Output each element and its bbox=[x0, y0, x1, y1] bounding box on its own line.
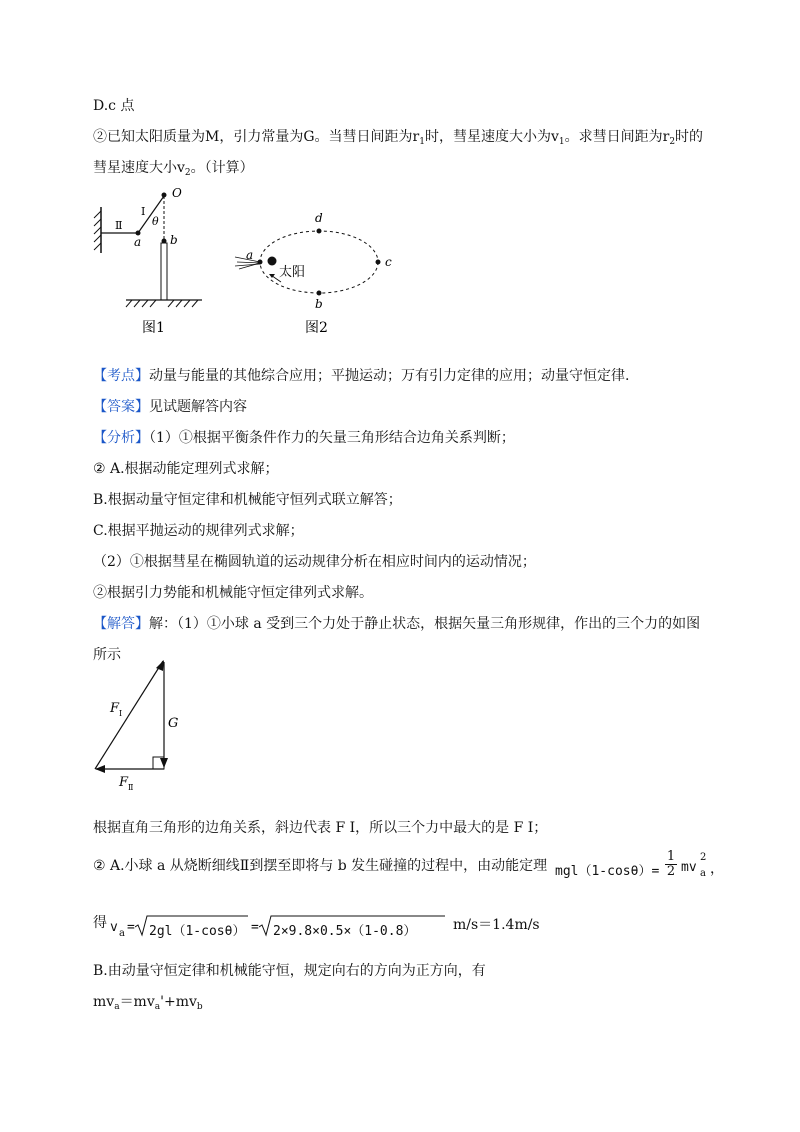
label-F-II: $F_Ⅱ$ bbox=[119, 775, 134, 792]
hypotenuse-line: 根据直角三角形的边角关系，斜边代表 F Ⅰ，所以三个力中最大的是 F Ⅰ； bbox=[93, 820, 548, 836]
label-string-II: Ⅱ bbox=[115, 219, 123, 232]
figure-2-caption: 图2 bbox=[305, 320, 328, 336]
analysis-c: C.根据平抛运动的规律列式求解； bbox=[93, 523, 304, 539]
label-c: c bbox=[385, 255, 392, 269]
answer-tag: 【答案】 bbox=[93, 399, 149, 415]
momentum-equation: $mv_a=mv_a'+mv_b$ bbox=[93, 994, 203, 1012]
label-theta: θ bbox=[152, 215, 159, 228]
question-2-line-2: 彗星速度大小$v_2$。（计算） bbox=[93, 160, 254, 178]
label-O: O bbox=[172, 186, 182, 200]
question-2-line-1: ②已知太阳质量为M，引力常量为G。当彗日间距为$r_1$时，彗星速度大小为$v_1$。求彗日间距为$r_2$时的 bbox=[93, 129, 704, 147]
label-b: b bbox=[170, 233, 178, 247]
analysis-2-1: （2）①根据彗星在椭圆轨道的运动规律分析在相应时间内的运动情况； bbox=[93, 554, 536, 570]
solution-line-2: 所示 bbox=[93, 647, 121, 663]
label-d: d bbox=[315, 211, 323, 225]
figure-2-orbit bbox=[225, 205, 410, 345]
label-sun: 太阳 bbox=[279, 265, 306, 280]
momentum-line: B.由动量守恒定律和机械能守恒，规定向右的方向为正方向，有 bbox=[93, 963, 486, 979]
label-G: G bbox=[168, 716, 179, 731]
label-b-orbit: b bbox=[315, 297, 323, 311]
kaodian-line: 【考点】动量与能量的其他综合应用；平抛运动；万有引力定律的应用；动量守恒定律. bbox=[93, 368, 630, 384]
analysis-2-2: ②根据引力势能和机械能守恒定律列式求解。 bbox=[93, 585, 373, 601]
solution-tag: 【解答】 bbox=[93, 616, 149, 632]
analysis-b: B.根据动量守恒定律和机械能守恒列式联立解答； bbox=[93, 492, 402, 508]
analysis-line: 【分析】（1）①根据平衡条件作力的矢量三角形结合边角关系判断； bbox=[93, 430, 515, 446]
label-a-orbit: a bbox=[246, 248, 254, 262]
label-string-I: Ⅰ bbox=[141, 205, 146, 218]
figure-3-force-triangle bbox=[90, 650, 200, 795]
answer-line: 【答案】见试题解答内容 bbox=[93, 399, 247, 415]
kaodian-tag: 【考点】 bbox=[93, 368, 149, 384]
analysis-tag: 【分析】 bbox=[93, 430, 149, 446]
solution-line: 【解答】解：（1）①小球 a 受到三个力处于静止状态，根据矢量三角形规律，作出的三个力的如图 bbox=[93, 616, 701, 632]
figure-1-caption: 图1 bbox=[142, 320, 165, 336]
label-a: a bbox=[134, 235, 142, 249]
figure-1-pendulum bbox=[90, 185, 210, 345]
kinetic-energy-line: ② A.小球 a 从烧断细线Ⅱ到摆至即将与 b 发生碰撞的过程中，由动能定理 bbox=[93, 858, 548, 874]
analysis-a: ② A.根据动能定理列式求解； bbox=[93, 461, 279, 477]
fraction-half: 1 2 bbox=[666, 849, 676, 879]
label-F-I: $F_Ⅰ$ bbox=[110, 701, 123, 718]
option-d: D.c 点 bbox=[93, 98, 135, 114]
